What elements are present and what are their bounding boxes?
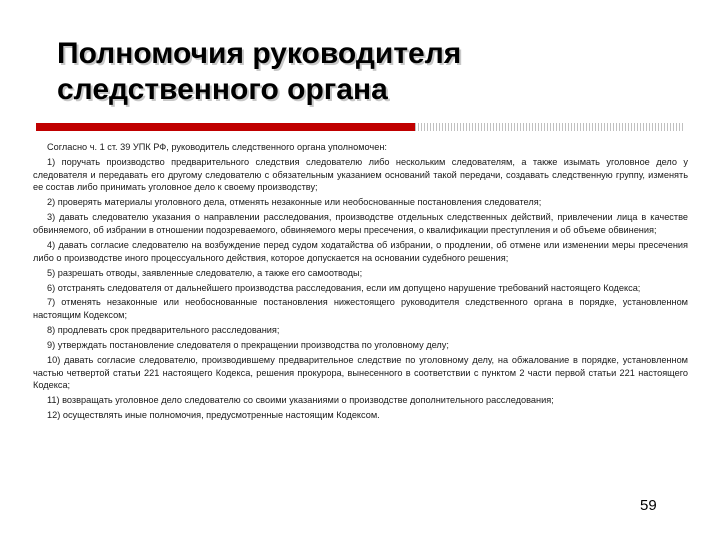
slide-body: [33, 141, 688, 424]
list-item: 12) осуществлять иные полномочия, предусмотренные настоящим Кодексом.: [47, 410, 380, 421]
list-item: 9) утверждать постановление следователя о прекращении производства по уголовному делу;: [47, 340, 449, 350]
list-item: 8) продлевать срок предварительного расследования;: [47, 325, 280, 336]
title-underline-hatch: [415, 123, 685, 131]
intro-paragraph: Согласно ч. 1 ст. 39 УПК РФ, руководитель следственного органа уполномочен:: [47, 142, 387, 152]
title-line-1: Полномочия руководителя: [57, 37, 462, 70]
list-item: 1) поручать производство предварительного следствия следователю либо нескольким следователям, а также изымать уголовное дело у следователя и передавать его другому следователю с обязательным указанием оснований такой передачи, создавать следственную группу, изменять ее состав либо принимать уголовное дело к своему производству;: [33, 156, 688, 193]
list-item: 2) проверять материалы уголовного дела, отменять незаконные или необоснованные постановления следователя;: [47, 197, 542, 208]
list-item: 5) разрешать отводы, заявленные следователю, а также его самоотводы;: [47, 267, 363, 278]
list-item: 3) давать следователю указания о направлении расследования, производстве отдельных следственных действий, привлечении лица в качестве обвиняемого, об избрании в отношении подозреваемого, обвиняемого меры пресечения, о квалификации преступления и об объеме обвинения;: [33, 212, 688, 236]
list-item: 11) возвращать уголовное дело следователю со своими указаниями о производстве дополнительного расследования;: [47, 395, 554, 406]
list-item: 4) давать согласие следователю на возбуждение перед судом ходатайства об избрании, о продлении, об отмене или изменении меры пресечения либо о производстве иного процессуального действия, которое допускается на основании судебного решения;: [33, 239, 688, 263]
title-underline-red-bar: [36, 123, 415, 131]
list-item: 6) отстранять следователя от дальнейшего производства расследования, если им допущено нарушение требований настоящего Кодекса;: [47, 282, 641, 293]
page-number: 59: [640, 497, 657, 514]
list-item: 7) отменять незаконные или необоснованные постановления нижестоящего руководителя следственного органа в порядке, установленном настоящим Кодексом;: [33, 297, 688, 321]
slide-title: [57, 36, 657, 108]
list-item: 10) давать согласие следователю, производившему предварительное следствие по уголовному делу, на обжалование в порядке, установленном частью четвертой статьи 221 настоящего Кодекса, решения прокурора, вынесенного в соответствии с пунктом 2 части первой статьи 221 настоящего Кодекса;: [33, 354, 688, 391]
title-line-2: следственного органа: [57, 73, 388, 106]
